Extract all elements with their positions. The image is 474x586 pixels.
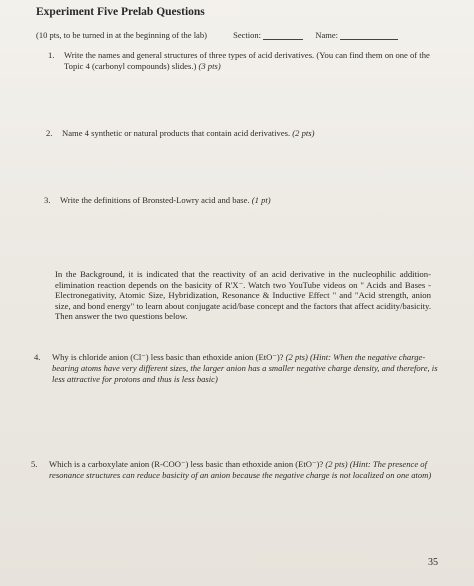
question-2 — [46, 128, 436, 139]
page-title: Experiment Five Prelab Questions — [36, 6, 205, 18]
question-points: (2 pts) — [285, 352, 308, 362]
points-instructions: (10 pts, to be turned in at the beginning of the lab) — [36, 30, 207, 40]
section-blank — [263, 30, 303, 40]
instructions-line — [36, 30, 436, 40]
question-text: Write the definitions of Bronsted-Lowry acid and base. — [60, 195, 250, 205]
background-paragraph: In the Background, it is indicated that the reactivity of an acid derivative in the nucleophilic addition-elimination reaction depends on the basicity of R'X⁻. Watch two YouTube videos on " Acids and Bases - Electronegativity, Atomic Size, Hybridization, Resonance & Inductive Effect " and "Acid strength, anion size, and bond energy" to learn about conjugate acid/base concept and the factors that affect acidity/basicity. Then answer the two questions below. — [55, 269, 431, 322]
question-points: (2 pts) — [292, 128, 315, 138]
question-text: Name 4 synthetic or natural products that contain acid derivatives. — [62, 128, 291, 138]
section-label: Section: — [233, 30, 262, 40]
question-3 — [44, 195, 434, 206]
question-number: 3. — [44, 195, 51, 205]
question-number: 1. — [48, 50, 55, 60]
question-hint: (Hint: When the negative charge-bearing atoms have very different sizes, the larger anion has a smaller negative charge density, and therefore, is less attractive for protons and thus is less basic) — [52, 352, 438, 384]
question-number: 2. — [46, 128, 53, 138]
name-blank — [340, 30, 398, 40]
question-number: 4. — [34, 352, 41, 362]
name-label: Name: — [315, 30, 339, 40]
question-text: Which is a carboxylate anion (R-COO⁻) less basic than ethoxide anion (EtO⁻)? — [49, 459, 324, 469]
question-1 — [48, 50, 432, 72]
question-points: (2 pts) — [325, 459, 348, 469]
page-number: 35 — [428, 557, 438, 568]
question-points: (3 pts) — [198, 61, 221, 71]
question-points: (1 pt) — [251, 195, 271, 205]
question-text: Why is chloride anion (Cl⁻) less basic than ethoxide anion (EtO⁻)? — [52, 352, 284, 362]
question-5 — [31, 459, 443, 481]
question-number: 5. — [31, 459, 38, 469]
question-hint: (Hint: The presence of resonance structures can reduce basicity of an anion because the negative charge is not localized on one atom) — [49, 459, 432, 480]
question-4 — [34, 352, 440, 385]
question-text: Write the names and general structures of three types of acid derivatives. (You can find them on one of the Topic 4 (carbonyl compounds) slides.) — [64, 50, 430, 71]
